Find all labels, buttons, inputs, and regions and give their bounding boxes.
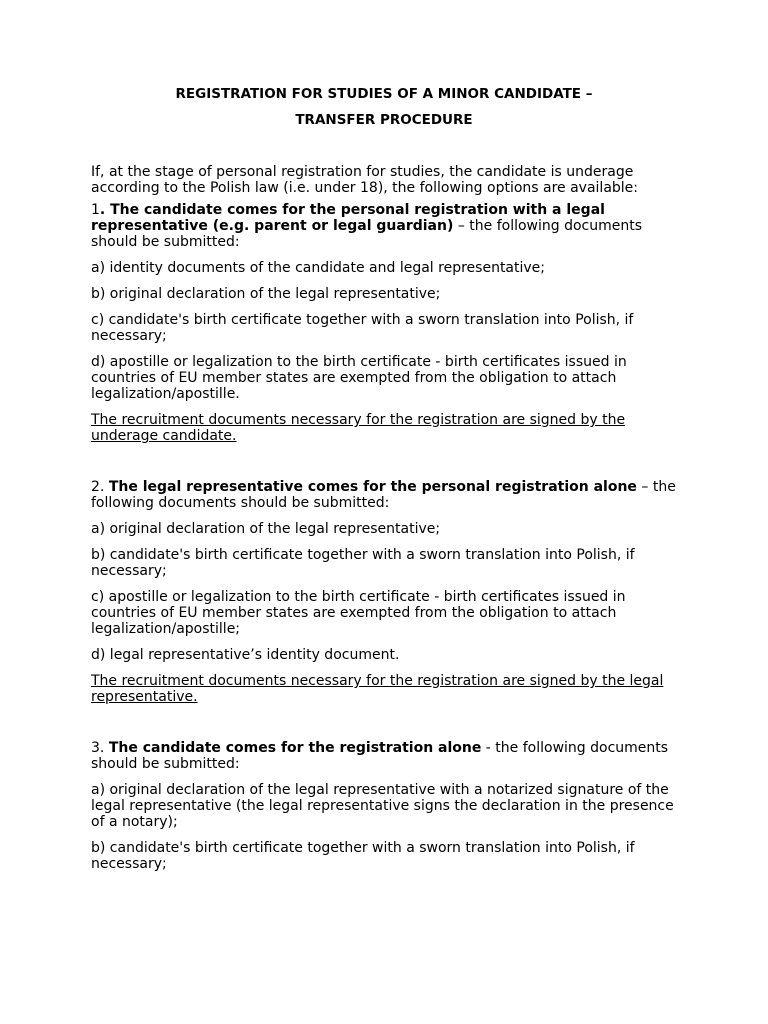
- section1-heading-bold: . The candidate comes for the personal registration with a legal representative (e.g. parent or legal guardian): [91, 202, 605, 234]
- section2-heading-bold: The legal representative comes for the personal registration alone: [108, 479, 637, 495]
- section3-heading-bold: The candidate comes for the registration alone: [108, 740, 482, 756]
- document-title-line2: TRANSFER PROCEDURE: [295, 112, 473, 128]
- section2-item-c: c) apostille or legalization to the birth certificate - birth certificates issued in countries of EU member states are exempted from the obligation to attach legalization/apostille;: [91, 589, 626, 637]
- section1-item-b: b) original declaration of the legal representative;: [91, 286, 441, 302]
- section1-item-d: d) apostille or legalization to the birth certificate - birth certificates issued in countries of EU member states are exempted from the obligation to attach legalization/apostille.: [91, 354, 627, 402]
- section2-heading: [91, 479, 691, 511]
- section1-item-c: c) candidate's birth certificate together with a sworn translation into Polish, if necessary;: [91, 312, 634, 344]
- section3-number: 3.: [91, 740, 109, 756]
- intro-paragraph: If, at the stage of personal registration for studies, the candidate is underage according to the Polish law (i.e. under 18), the following options are available:: [91, 164, 639, 196]
- section2-heading-tail: – the following documents should be submitted:: [91, 479, 676, 511]
- section3-heading-tail: - the following documents should be submitted:: [91, 740, 669, 772]
- section1-number: 1: [91, 202, 100, 218]
- section3-item-a: a) original declaration of the legal representative with a notarized signature of the legal representative (the legal representative signs the declaration in the presence of a notary);: [91, 782, 674, 830]
- section1-heading: [91, 202, 691, 250]
- section1-heading-tail: – the following documents should be submitted:: [91, 218, 643, 250]
- section3-item-b: b) candidate's birth certificate together with a sworn translation into Polish, if necessary;: [91, 840, 635, 872]
- section2-note: The recruitment documents necessary for the registration are signed by the legal representative.: [91, 673, 664, 705]
- section2-item-a: a) original declaration of the legal representative;: [91, 521, 441, 537]
- document-body: [91, 164, 691, 882]
- section1-note: The recruitment documents necessary for the registration are signed by the underage candidate.: [91, 412, 626, 444]
- section3-heading: [91, 740, 691, 772]
- document-title-line1: REGISTRATION FOR STUDIES OF A MINOR CANDIDATE –: [175, 86, 593, 102]
- section2-number: 2.: [91, 479, 109, 495]
- section2-item-d: d) legal representative’s identity document.: [91, 647, 400, 663]
- section2-item-b: b) candidate's birth certificate together with a sworn translation into Polish, if necessary;: [91, 547, 635, 579]
- section1-item-a: a) identity documents of the candidate and legal representative;: [91, 260, 546, 276]
